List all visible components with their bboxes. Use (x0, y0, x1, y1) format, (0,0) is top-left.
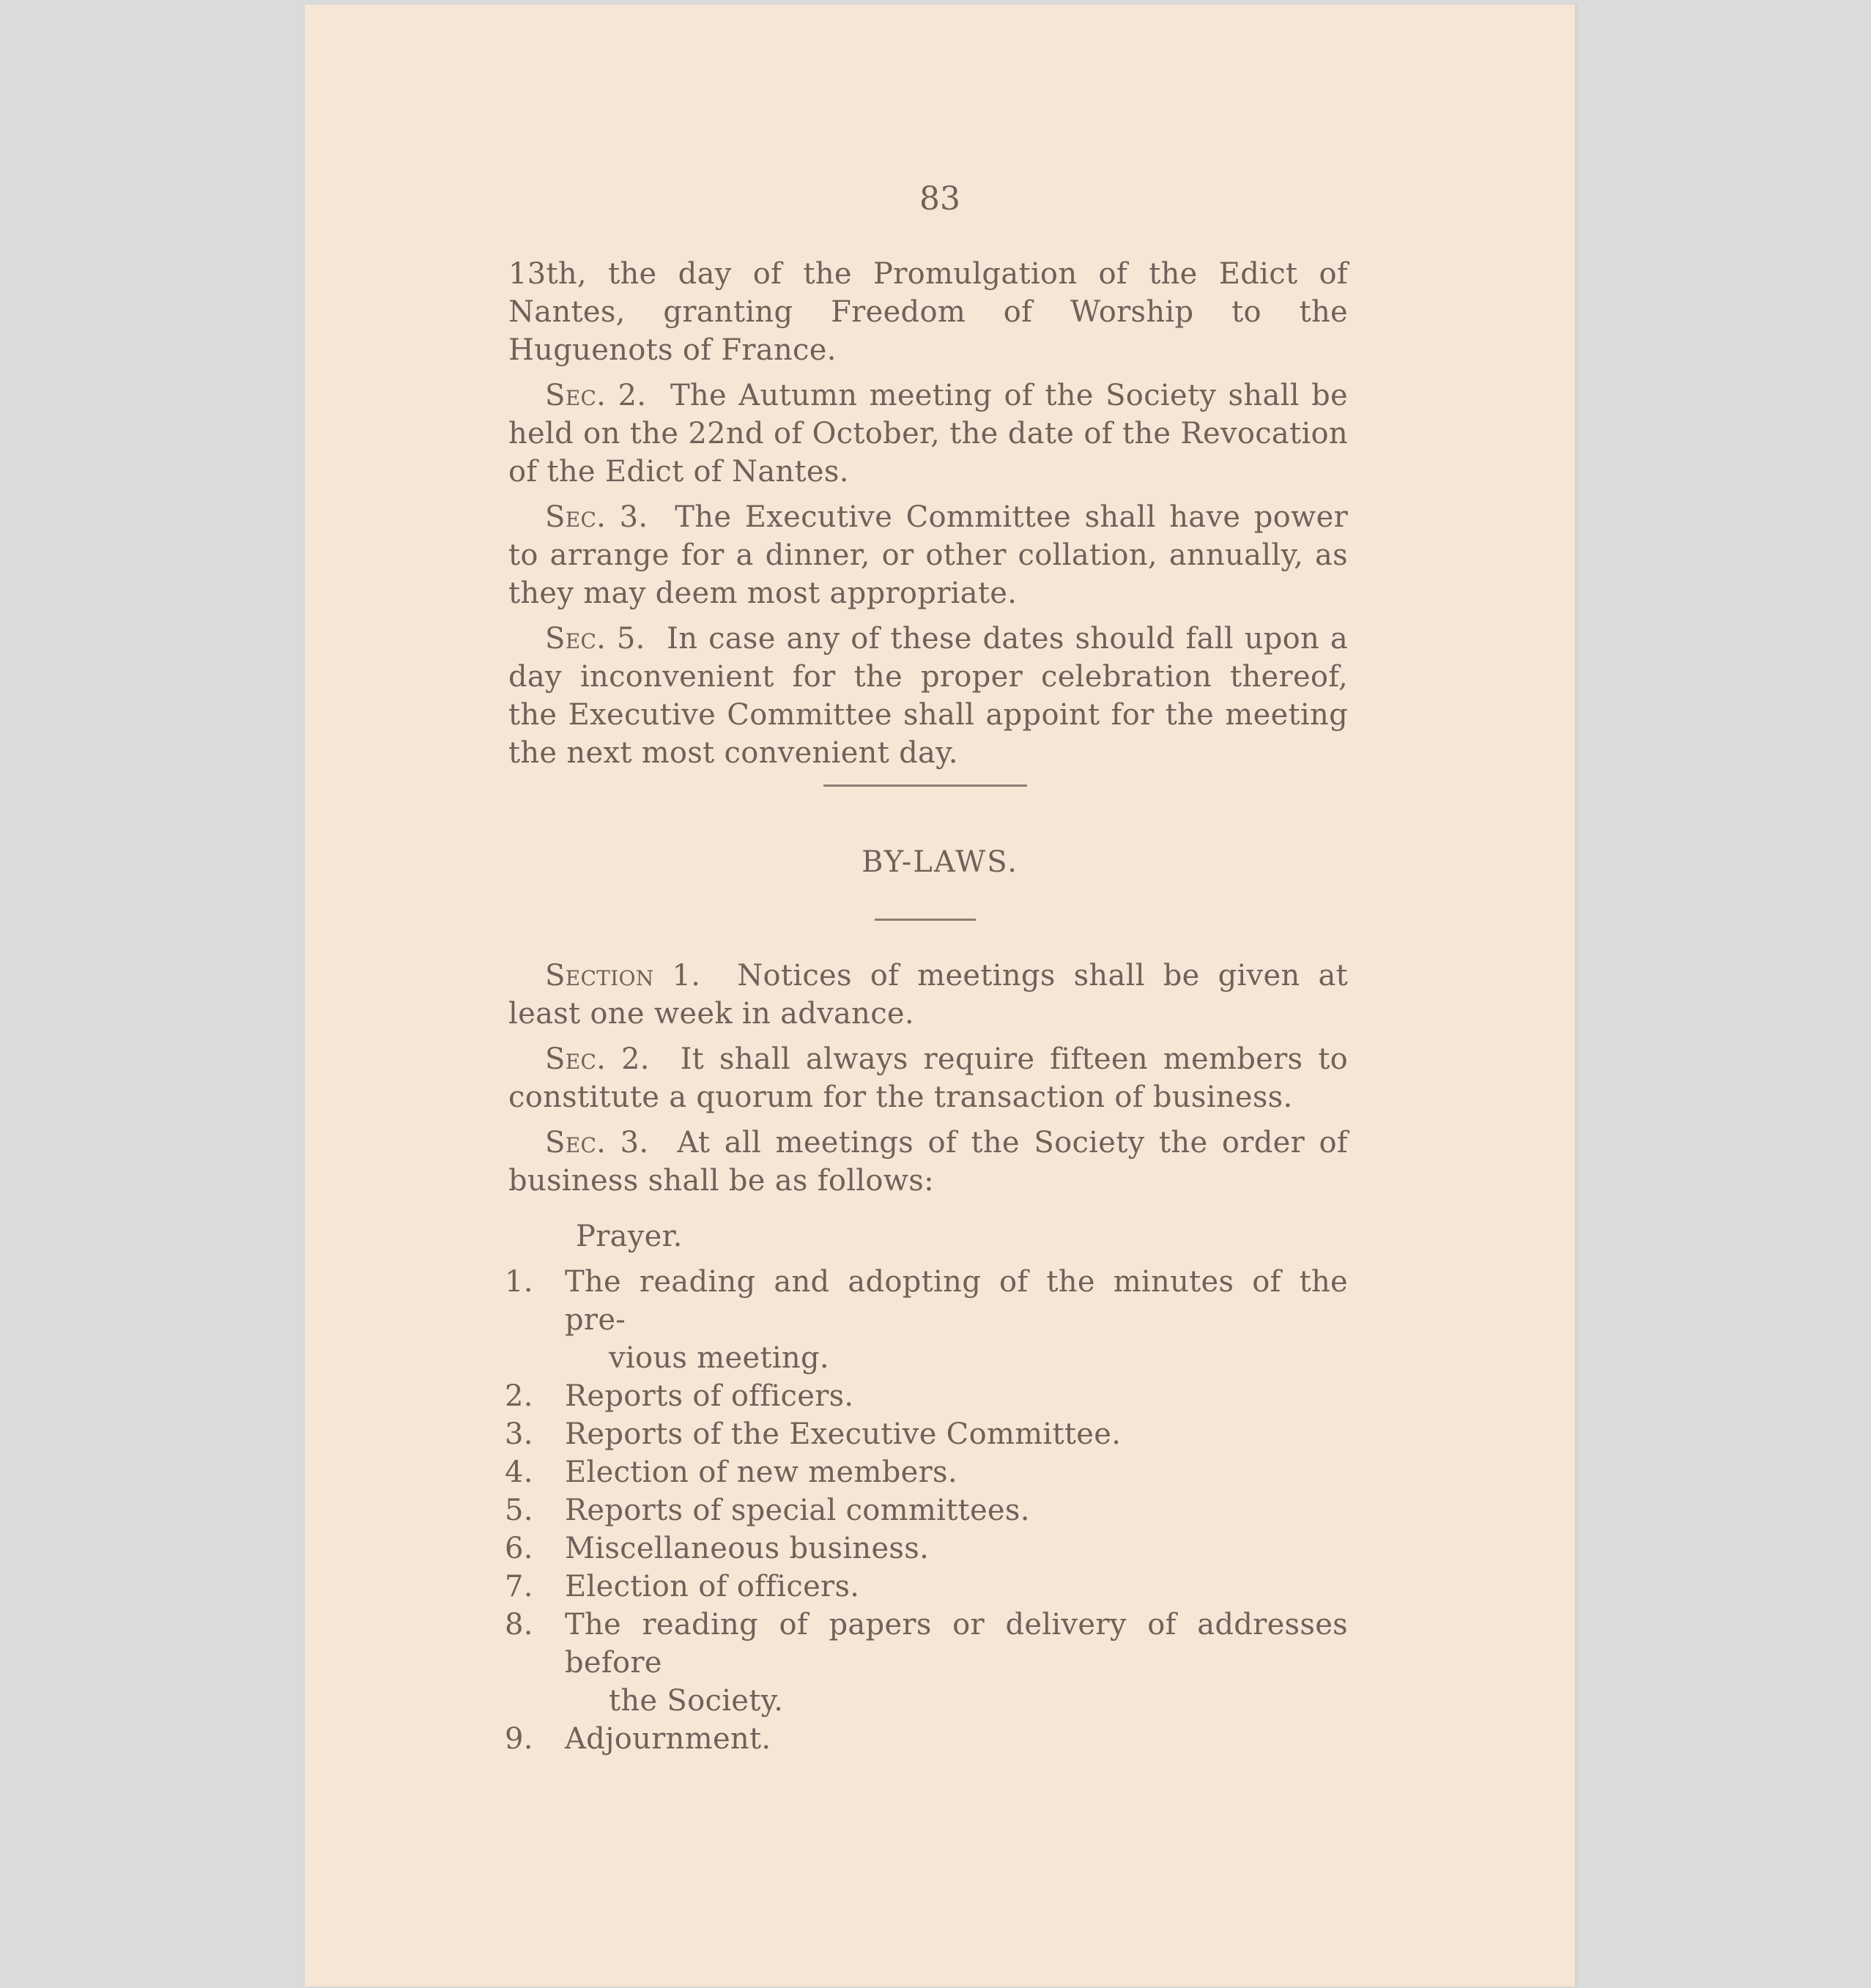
section-text: Notices of meetings shall be given at least one week in advance. (508, 959, 1349, 1031)
list-item-number: 5. (505, 1494, 533, 1527)
list-item-number: 7. (505, 1570, 533, 1603)
list-item-number: 4. (505, 1455, 533, 1489)
list-item-number: 6. (505, 1532, 533, 1565)
list-item-number: 8. (505, 1608, 533, 1642)
list-item-text: Adjournment. (565, 1722, 771, 1756)
list-item-line: The reading and adopting of the minutes of the pre- (565, 1265, 1348, 1337)
section-label: Sec. 3. (545, 500, 648, 534)
page-number: 83 (919, 180, 960, 218)
list-item-text: Election of officers. (565, 1570, 860, 1603)
list-item (505, 1415, 1348, 1453)
list-item (505, 1720, 1348, 1758)
list-item-number: 3. (505, 1417, 533, 1451)
section-text: The Autumn meeting of the Society shall be held on the 22nd of October, the date of the Revocation of the Edict of Nantes. (508, 379, 1348, 489)
section-label: Sec. 2. (545, 379, 647, 412)
paragraph-sec-5-dates (508, 620, 1348, 772)
paragraph-sec-2-autumn-meeting (508, 377, 1348, 491)
bylaw-section-1 (508, 957, 1348, 1033)
list-item-continuation: the Society. (609, 1684, 784, 1718)
section-label: Sec. 2. (545, 1042, 650, 1076)
divider-rule (823, 785, 1027, 787)
list-item (505, 1263, 1348, 1377)
constitution-continuation (508, 255, 1348, 772)
list-item-text (565, 1606, 1348, 1720)
divider-rule-short (875, 919, 976, 921)
list-item-text: Reports of the Executive Committee. (565, 1417, 1122, 1451)
list-item-number: 9. (505, 1722, 533, 1756)
section-label: Sec. 5. (545, 622, 645, 656)
list-item (505, 1606, 1348, 1720)
bylaws-heading: BY-LAWS. (862, 845, 1018, 879)
bylaw-section-2 (508, 1040, 1348, 1116)
list-item (505, 1377, 1348, 1415)
section-label: Section 1. (545, 959, 701, 993)
paragraph-sec-3-executive-committee (508, 498, 1348, 612)
list-item-number: 1. (505, 1265, 533, 1299)
section-text: At all meetings of the Society the order of business shall be as follows: (508, 1126, 1348, 1198)
list-item (505, 1491, 1348, 1529)
list-item-continuation: vious meeting. (609, 1341, 829, 1375)
bylaws-sections (508, 957, 1348, 1200)
list-item (505, 1568, 1348, 1606)
section-text: The Executive Committee shall have power to arrange for a dinner, or other collation, annually, as they may deem most appropriate. (508, 500, 1348, 610)
list-item-text: Reports of special committees. (565, 1494, 1030, 1527)
list-item-text: Election of new members. (565, 1455, 957, 1489)
list-item (505, 1453, 1348, 1491)
paragraph-edict-nantes: 13th, the day of the Promulgation of the Edict of Nantes, granting Freedom of Worship to the Huguenots of France. (508, 257, 1348, 367)
section-label: Sec. 3. (545, 1126, 649, 1160)
prayer-item: Prayer. (576, 1220, 683, 1253)
list-item-text (565, 1263, 1348, 1377)
book-page (305, 4, 1575, 1987)
section-text: In case any of these dates should fall upon a day inconvenient for the proper celebration thereof, the Executive Committee shall appoint for the meeting the next most convenient day. (508, 622, 1348, 770)
list-item-text: Reports of officers. (565, 1379, 854, 1413)
bylaw-section-3 (508, 1124, 1348, 1200)
list-item-number: 2. (505, 1379, 533, 1413)
list-item-line: The reading of papers or delivery of addresses before (565, 1608, 1348, 1680)
order-of-business-list (505, 1217, 1348, 1758)
list-item (505, 1529, 1348, 1568)
section-text: It shall always require fifteen members to constitute a quorum for the transaction of business. (508, 1042, 1349, 1114)
list-item-text: Miscellaneous business. (565, 1532, 930, 1565)
